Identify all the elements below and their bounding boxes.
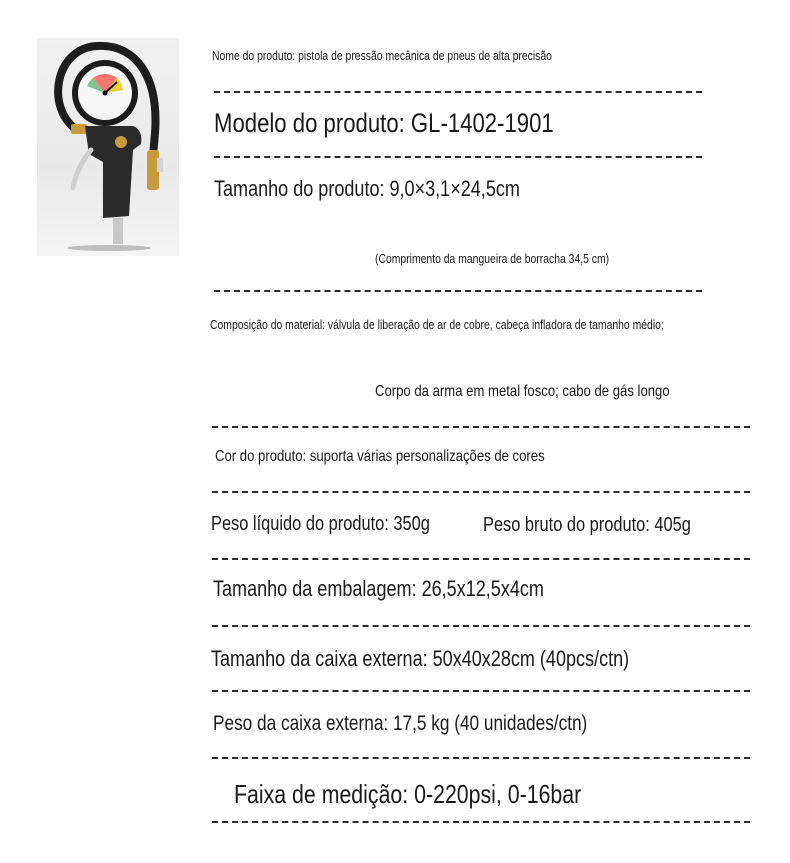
spec-package-size-text: Tamanho da embalagem: 26,5x12,5x4cm (213, 576, 544, 601)
spec-measuring-range-text: Faixa de medição: 0-220psi, 0-16bar (234, 779, 582, 809)
divider (214, 290, 702, 292)
spec-hose-length (375, 251, 668, 266)
divider (212, 690, 750, 692)
spec-size (214, 176, 587, 202)
divider (212, 757, 750, 759)
divider (214, 156, 702, 158)
spec-color (215, 448, 617, 466)
spec-measuring-range (234, 779, 657, 810)
divider (212, 625, 750, 627)
spec-color-text: Cor do produto: suporta várias personalizações de cores (215, 448, 545, 465)
spec-gross-weight-text: Peso bruto do produto: 405g (483, 514, 691, 536)
divider (212, 491, 750, 493)
spec-material-cont (375, 383, 734, 401)
spec-package-size (213, 576, 617, 602)
spec-gross-weight (483, 514, 737, 537)
spec-product-name (212, 48, 637, 63)
spec-hose-length-text: (Comprimento da mangueira de borracha 34,5 cm) (375, 251, 610, 266)
divider (212, 821, 750, 823)
divider (212, 426, 750, 428)
tire-inflator-gun-icon (37, 38, 179, 256)
spec-net-weight (211, 513, 478, 536)
spec-carton-size-text: Tamanho da caixa externa: 50x40x28cm (40pcs/ctn) (211, 646, 630, 671)
product-image (37, 38, 179, 256)
spec-material-line1: Composição do material: válvula de liberação de ar de cobre, cabeça infladora de tamanho médio; (210, 317, 664, 332)
spec-model (214, 108, 628, 139)
divider (214, 91, 702, 93)
spec-product-name-text: Nome do produto: pistola de pressão mecânica de pneus de alta precisão (212, 48, 552, 63)
spec-net-weight-text: Peso líquido do produto: 350g (211, 513, 430, 535)
spec-carton-size (211, 646, 721, 672)
spec-carton-weight-text: Peso da caixa externa: 17,5 kg (40 unidades/ctn) (213, 712, 588, 735)
spec-material-line2: Corpo da arma em metal fosco; cabo de gás longo (375, 383, 670, 400)
spec-model-text: Modelo do produto: GL-1402-1901 (214, 108, 554, 138)
spec-size-text: Tamanho do produto: 9,0×3,1×24,5cm (214, 176, 520, 201)
divider (212, 558, 750, 560)
spec-material (210, 317, 777, 332)
spec-carton-weight (213, 712, 669, 736)
